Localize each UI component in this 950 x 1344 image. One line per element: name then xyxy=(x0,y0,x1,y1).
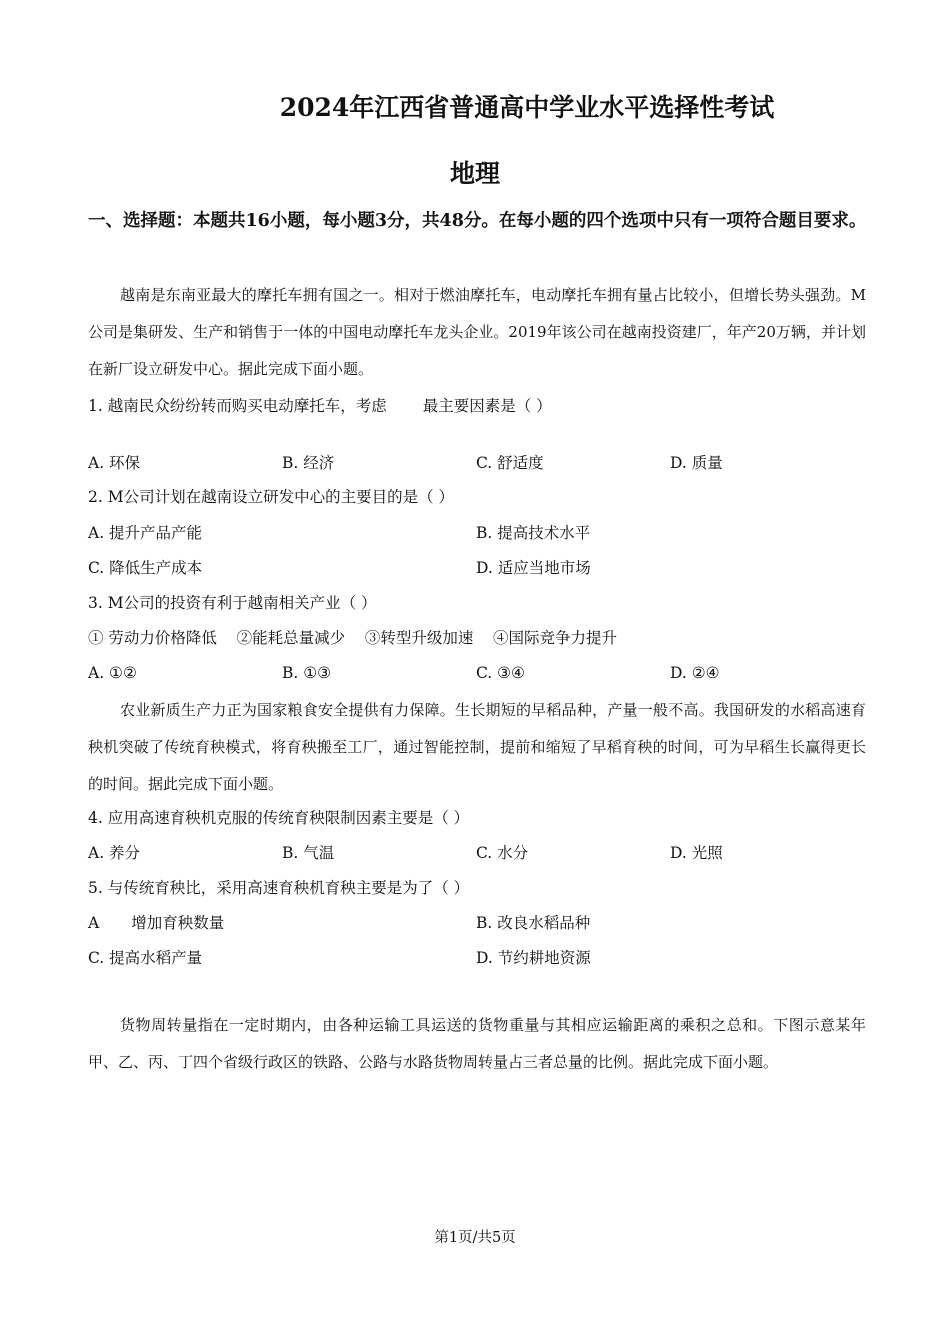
question-5-option-d: D. 节约耕地资源 xyxy=(476,949,591,967)
question-5-option-b: B. 改良水稻品种 xyxy=(476,914,591,932)
subject-title: 地理 xyxy=(449,159,500,188)
exam-title: 2024年江西省普通高中学业水平选择性考试 xyxy=(279,93,775,122)
question-1-option-d: D. 质量 xyxy=(670,454,723,472)
question-3-stem: 3. M公司的投资有利于越南相关产业（ ） xyxy=(88,594,377,612)
passage-2: 农业新质生产力正为国家粮食安全提供有力保障。生长期短的早稻品种，产量一般不高。我国研发的水稻高速育秧机突破了传统育秧模式，将育秧搬至工厂，通过智能控制，提前和缩短了早稻育秧的时间，可为早稻生长赢得更长的时间。据此完成下面小题。 xyxy=(88,701,866,793)
question-2-stem: 2. M公司计划在越南设立研发中心的主要目的是（ ） xyxy=(88,488,455,506)
question-2-option-b: B. 提高技术水平 xyxy=(476,524,591,542)
page-footer: 第1页/共5页 xyxy=(434,1230,516,1246)
question-5-option-a xyxy=(88,911,224,935)
question-1-option-a: A. 环保 xyxy=(88,454,141,472)
question-2-option-c: C. 降低生产成本 xyxy=(88,559,203,577)
question-5-option-c: C. 提高水稻产量 xyxy=(88,949,203,967)
question-3-statements: ① 劳动力价格降低 ②能耗总量减少 ③转型升级加速 ④国际竞争力提升 xyxy=(88,629,618,647)
question-1-stem xyxy=(88,394,552,418)
question-3-option-d: D. ②④ xyxy=(670,664,720,682)
passage-3: 货物周转量指在一定时期内，由各种运输工具运送的货物重量与其相应运输距离的乘积之总和。下图示意某年甲、乙、丙、丁四个省级行政区的铁路、公路与水路货物周转量占三者总量的比例。据此完成下面小题。 xyxy=(88,1016,866,1071)
question-3-option-c: C. ③④ xyxy=(476,664,525,682)
question-1-stem-part-a: 1. 越南民众纷纷转而购买电动摩托车，考虑 xyxy=(88,397,387,415)
question-1-stem-part-b: 最主要因素是（ ） xyxy=(422,397,552,415)
passage-1: 越南是东南亚最大的摩托车拥有国之一。相对于燃油摩托车，电动摩托车拥有量占比较小，但增长势头强劲。M公司是集研发、生产和销售于一体的中国电动摩托车龙头企业。2019年该公司在越南投资建厂，年产20万辆，并计划在新厂设立研发中心。据此完成下面小题。 xyxy=(88,286,866,378)
question-5-option-a-text: 增加育秧数量 xyxy=(131,914,225,932)
question-1-option-b: B. 经济 xyxy=(282,454,335,472)
question-4-option-b: B. 气温 xyxy=(282,844,335,862)
question-4-stem: 4. 应用高速育秧机克服的传统育秧限制因素主要是（ ） xyxy=(88,809,470,827)
question-4-option-d: D. 光照 xyxy=(670,844,723,862)
question-3-option-b: B. ①③ xyxy=(282,664,332,682)
question-5-stem: 5. 与传统育秧比，采用高速育秧机育秧主要是为了（ ） xyxy=(88,879,470,897)
question-2-option-a: A. 提升产品产能 xyxy=(88,524,203,542)
question-1-option-c: C. 舒适度 xyxy=(476,454,544,472)
question-4-option-c: C. 水分 xyxy=(476,844,529,862)
question-3-option-a: A. ①② xyxy=(88,664,137,682)
question-5-option-a-letter: A xyxy=(88,914,100,932)
question-4-option-a: A. 养分 xyxy=(88,844,141,862)
section-heading: 一、选择题：本题共16小题，每小题3分，共48分。在每小题的四个选项中只有一项符合题目要求。 xyxy=(88,211,867,231)
question-2-option-d: D. 适应当地市场 xyxy=(476,559,591,577)
